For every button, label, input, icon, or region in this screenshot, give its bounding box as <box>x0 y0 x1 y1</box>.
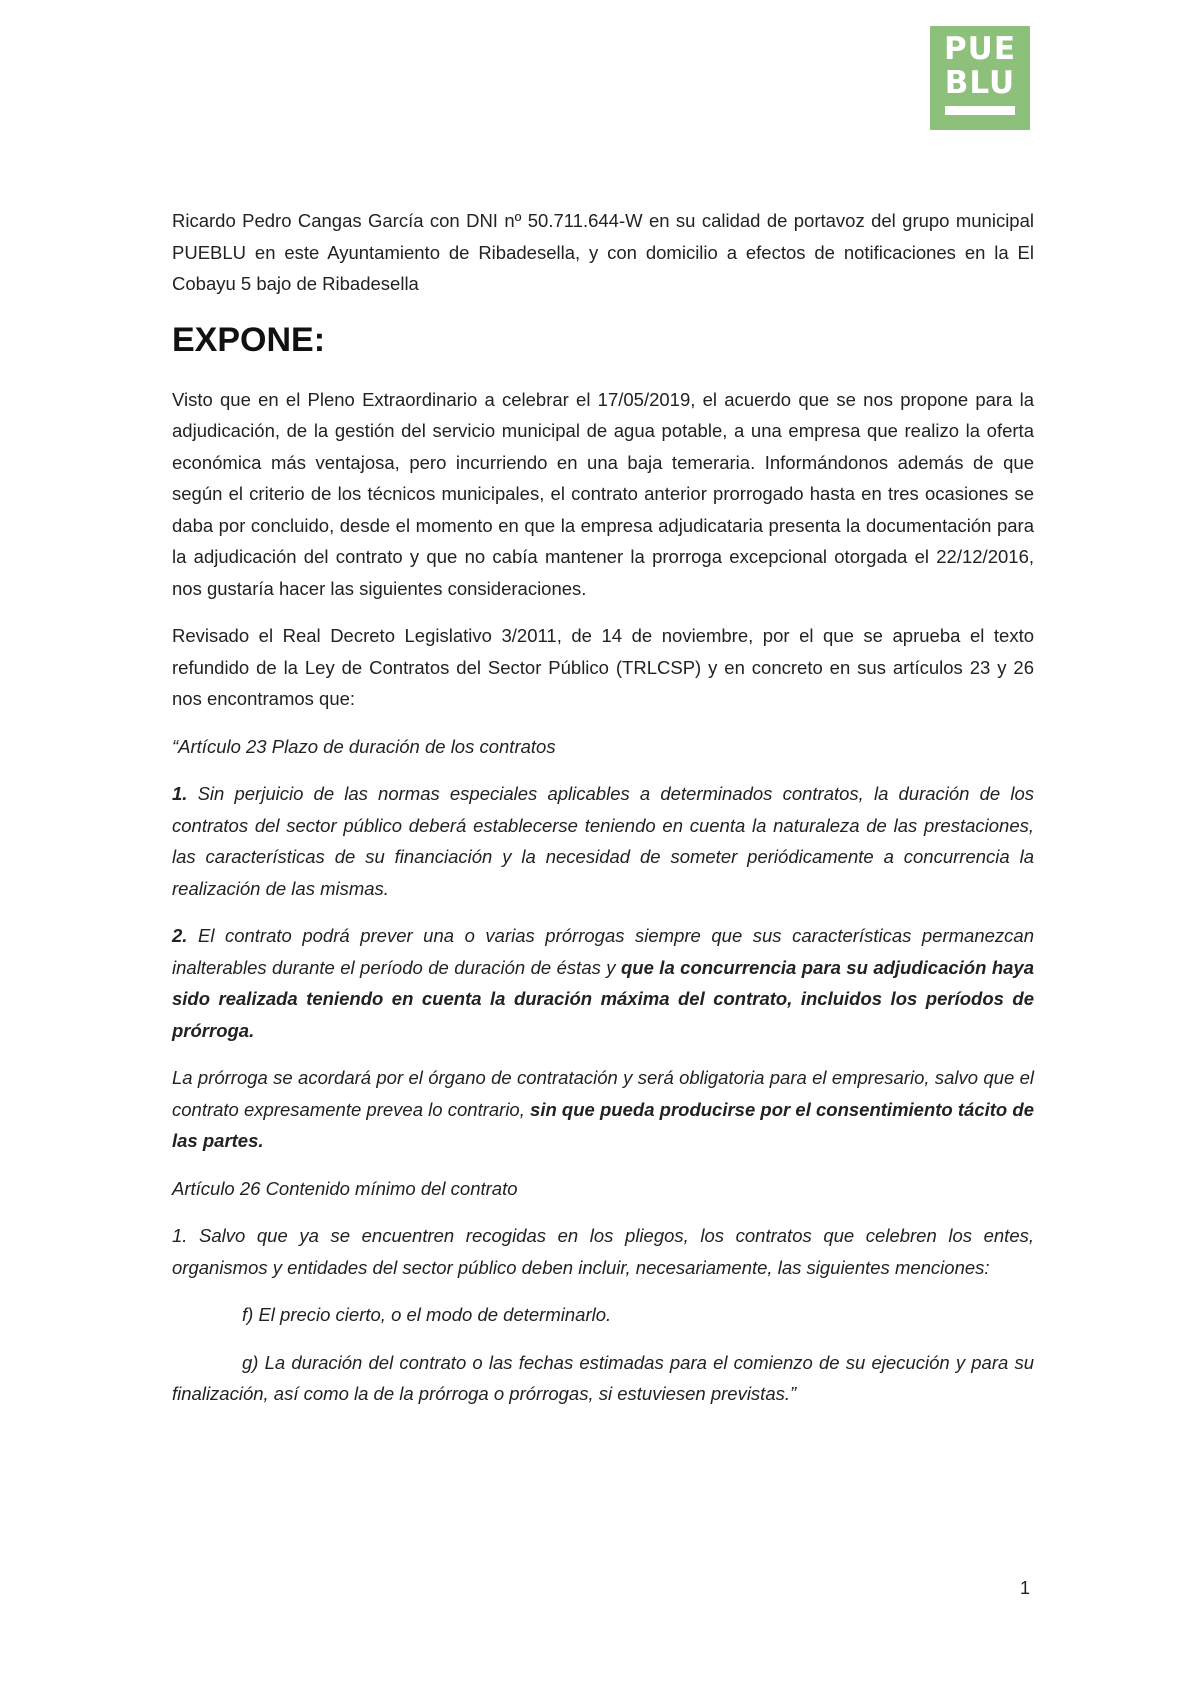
paragraph-visto: Visto que en el Pleno Extraordinario a celebrar el 17/05/2019, el acuerdo que se nos propone para la adjudicación, de la gestión del servicio municipal de agua potable, a una empresa que realizo la oferta económica más ventajosa, pero incurriendo en una baja temeraria. Informándonos además de que según el criterio de los técnicos municipales, el contrato anterior prorrogado hasta en tres ocasiones se daba por concluido, desde el momento en que la empresa adjudicataria presenta la documentación para la adjudicación del contrato y que no cabía mantener la prorroga excepcional otorgada el 22/12/2016, nos gustaría hacer las siguientes consideraciones. <box>172 388 1034 599</box>
article-23-title: “Artículo 23 Plazo de duración de los contratos <box>172 735 556 757</box>
intro-paragraph: Ricardo Pedro Cangas García con DNI nº 50.711.644-W en su calidad de portavoz del grupo municipal PUEBLU en este Ayuntamiento de Ribadesella, y con domicilio a efectos de notificaciones en la El Cobayu 5 bajo de Ribadesella <box>172 210 1034 294</box>
logo-text-line2: BLU <box>944 65 1016 101</box>
logo-text-line1: PUE <box>943 31 1017 67</box>
article-23-prorroga <box>172 1062 1034 1157</box>
logo-bar <box>945 106 1015 115</box>
prorroga-text: La prórroga se acordará por el órgano de contratación y será obligatoria para el empresario, salvo que el contrato expresamente prevea lo contrario, <box>172 1067 1034 1120</box>
point-bold-text: que la concurrencia para su adjudicación haya sido realizada teniendo en cuenta la duración máxima del contrato, incluidos los períodos de prórroga. <box>172 956 1034 1041</box>
article-23-point-1 <box>172 778 1034 904</box>
article-26-point-g: g) La duración del contrato o las fechas estimadas para el comienzo de su ejecución y para su finalización, así como la de la prórroga o prórrogas, si estuviesen previstas.” <box>172 1351 1034 1404</box>
point-text: El contrato podrá prever una o varias prórrogas siempre que sus características permanezcan inalterables durante el período de duración de éstas y <box>172 925 1034 978</box>
article-26-point-1: 1. Salvo que ya se encuentren recogidas en los pliegos, los contratos que celebren los entes, organismos y entidades del sector público deben incluir, necesariamente, las siguientes menciones: <box>172 1225 1034 1278</box>
article-26-title: Artículo 26 Contenido mínimo del contrato <box>172 1177 518 1199</box>
section-heading: EXPONE: <box>172 320 326 359</box>
document-body <box>172 205 1034 1410</box>
article-23-point-2 <box>172 920 1034 1046</box>
point-number: 1. <box>172 783 188 804</box>
page-number: 1 <box>1020 1578 1031 1598</box>
point-text: Sin perjuicio de las normas especiales aplicables a determinados contratos, la duración de los contratos del sector público deberá establecerse teniendo en cuenta la naturaleza de las prestaciones, las características de su financiación y la necesidad de someter periódicamente a concurrencia la realización de las mismas. <box>172 783 1034 899</box>
article-26-point-f: f) El precio cierto, o el modo de determinarlo. <box>242 1304 612 1325</box>
point-number: 2. <box>172 925 188 946</box>
paragraph-revisado: Revisado el Real Decreto Legislativo 3/2011, de 14 de noviembre, por el que se aprueba el texto refundido de la Ley de Contratos del Sector Público (TRLCSP) y en concreto en sus artículos 23 y 26 nos encontramos que: <box>172 625 1034 709</box>
pueblu-logo <box>930 26 1030 130</box>
prorroga-bold-text: sin que pueda producirse por el consentimiento tácito de las partes. <box>172 1098 1034 1151</box>
